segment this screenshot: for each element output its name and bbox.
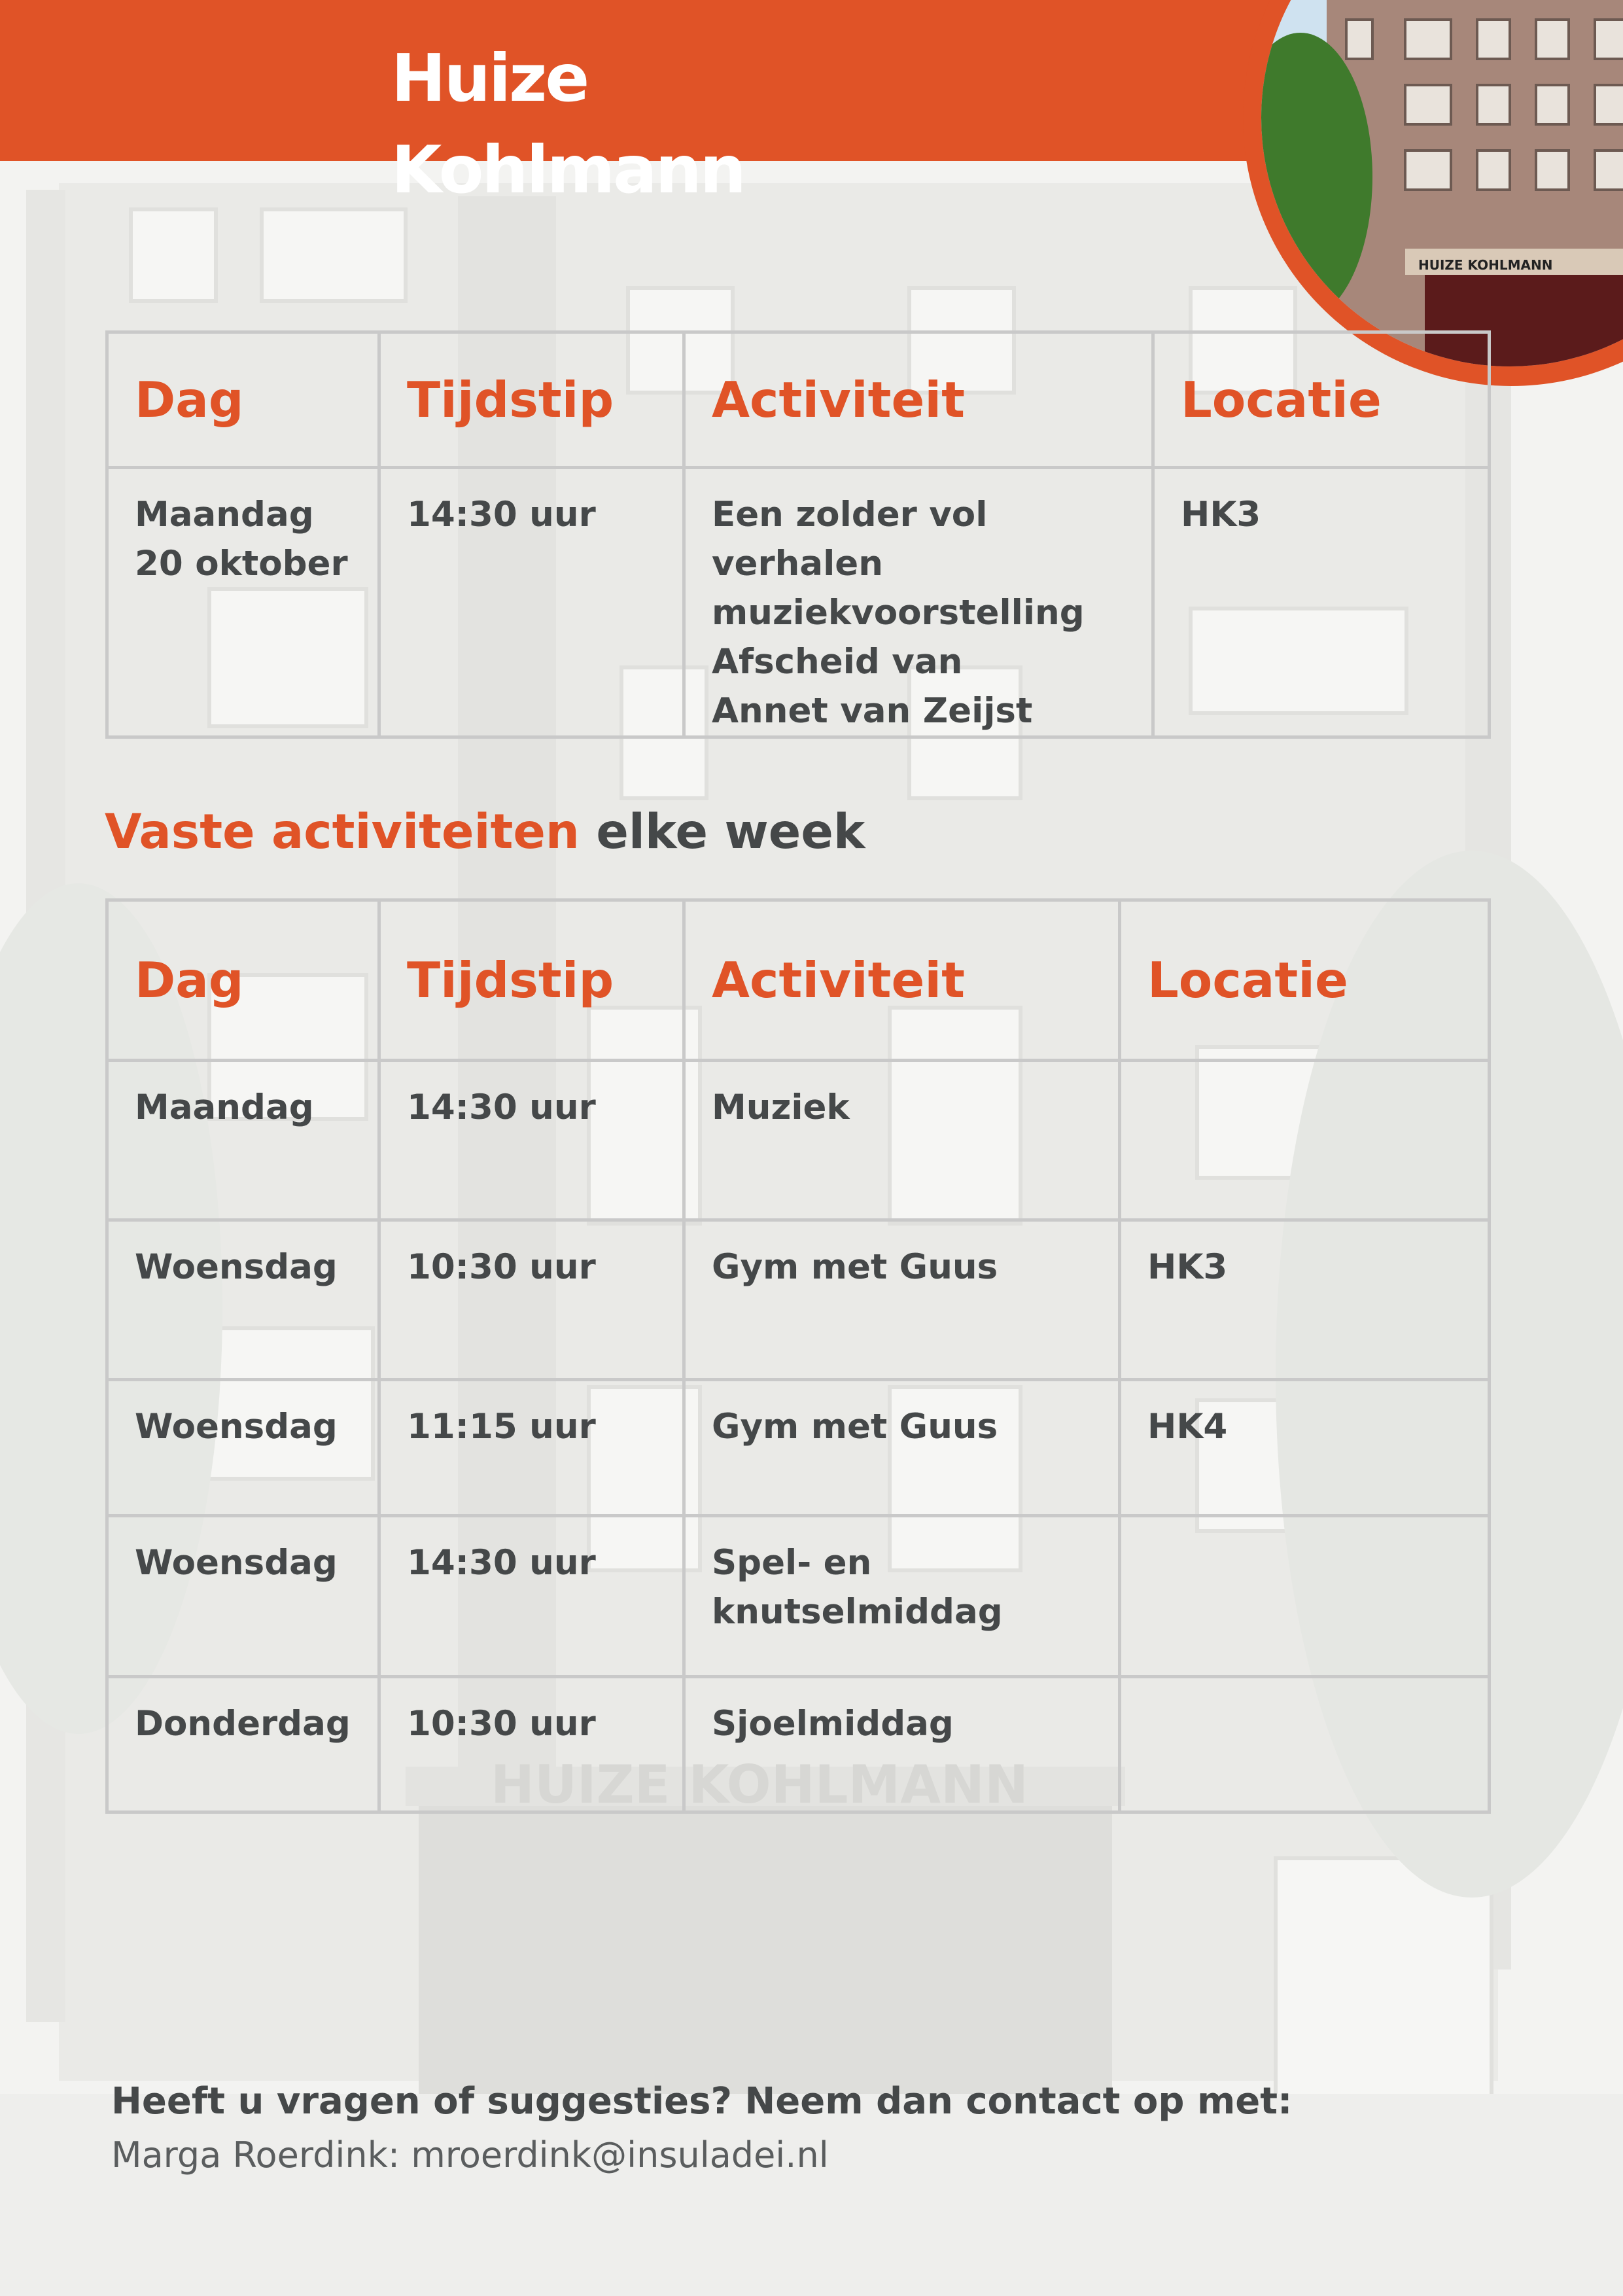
event-table xyxy=(105,330,1491,739)
cell-dag: Woensdag xyxy=(107,1380,379,1516)
table-row xyxy=(107,1516,1490,1677)
cell-tijdstip: 14:30 uur xyxy=(379,468,684,737)
cell-locatie xyxy=(1120,1516,1490,1677)
cell-dag: Woensdag xyxy=(107,1516,379,1677)
contact-email[interactable]: Marga Roerdink: mroerdink@insuladei.nl xyxy=(111,2134,829,2176)
column-header-locatie: Locatie xyxy=(1120,900,1490,1061)
cell-tijdstip: 14:30 uur xyxy=(379,1516,684,1677)
cell-locatie: HK4 xyxy=(1120,1380,1490,1516)
cell-activiteit: Een zolder vol verhalen muziekvoorstelling Afscheid van Annet van Zeijst xyxy=(684,468,1153,737)
section-title xyxy=(105,800,865,865)
cell-tijdstip: 10:30 uur xyxy=(379,1220,684,1380)
cell-dag: Maandag xyxy=(107,1061,379,1220)
cell-locatie: HK3 xyxy=(1120,1220,1490,1380)
column-header-tijdstip: Tijdstip xyxy=(379,900,684,1061)
column-header-dag: Dag xyxy=(107,900,379,1061)
cell-locatie: HK3 xyxy=(1153,468,1490,737)
cell-tijdstip: 11:15 uur xyxy=(379,1380,684,1516)
page-title: Huize Kohlmann xyxy=(391,40,744,208)
cell-tijdstip: 10:30 uur xyxy=(379,1677,684,1812)
table-row xyxy=(107,1220,1490,1380)
column-header-dag: Dag xyxy=(107,332,379,468)
table-row xyxy=(107,1677,1490,1812)
cell-activiteit: Sjoelmiddag xyxy=(684,1677,1120,1812)
cell-activiteit: Gym met Guus xyxy=(684,1380,1120,1516)
cell-activiteit: Muziek xyxy=(684,1061,1120,1220)
cell-locatie xyxy=(1120,1677,1490,1812)
table-header-row xyxy=(107,332,1490,468)
table-header-row xyxy=(107,900,1490,1061)
cell-locatie xyxy=(1120,1061,1490,1220)
cell-dag: Maandag 20 oktober xyxy=(107,468,379,737)
weekly-table xyxy=(105,898,1491,1814)
section-title-rest: elke week xyxy=(579,804,865,860)
cell-tijdstip: 14:30 uur xyxy=(379,1061,684,1220)
column-header-activiteit: Activiteit xyxy=(684,332,1153,468)
cell-dag: Donderdag xyxy=(107,1677,379,1812)
contact-question: Heeft u vragen of suggesties? Neem dan contact op met: xyxy=(111,2080,1293,2123)
table-row xyxy=(107,1380,1490,1516)
cell-activiteit: Spel- en knutselmiddag xyxy=(684,1516,1120,1677)
section-title-accent: Vaste activiteiten xyxy=(105,804,580,860)
column-header-activiteit: Activiteit xyxy=(684,900,1120,1061)
photo-sign-text: HUIZE KOHLMANN xyxy=(1418,257,1553,273)
cell-dag: Woensdag xyxy=(107,1220,379,1380)
facade-sign-text: HUIZE KOHLMANN xyxy=(491,1754,1028,1815)
cell-activiteit: Gym met Guus xyxy=(684,1220,1120,1380)
column-header-tijdstip: Tijdstip xyxy=(379,332,684,468)
table-row xyxy=(107,1061,1490,1220)
table-row xyxy=(107,468,1490,737)
column-header-locatie: Locatie xyxy=(1153,332,1490,468)
